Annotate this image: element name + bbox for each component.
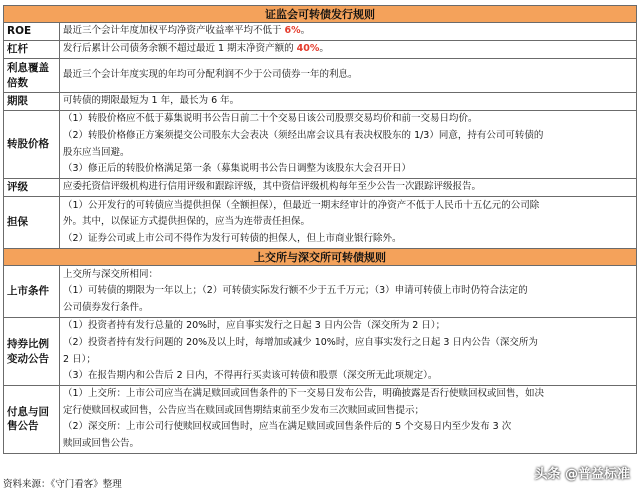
row-text-rating: 应委托资信评级机构进行信用评级和跟踪评级，其中资信评级机构每年至少公告一次跟踪评级报告。 [60, 179, 637, 197]
leverage-threshold: 40% [296, 43, 320, 55]
section-title-csrc: 证监会可转债发行规则 [4, 6, 637, 23]
source-note: 资料来源：《守门看客》整理 [3, 479, 122, 490]
section-title-exchanges: 上交所与深交所可转债规则 [4, 249, 637, 266]
table-row [4, 197, 637, 249]
table-row [4, 266, 637, 318]
rules-table [3, 5, 637, 454]
table-row [4, 93, 637, 111]
row-label-listing: 上市条件 [4, 266, 60, 318]
row-label-term: 期限 [4, 93, 60, 111]
roe-threshold: 6% [284, 25, 301, 37]
row-text-leverage: 发行后累计公司债务余额不超过最近 1 期末净资产额的 40%。 [60, 41, 637, 59]
table-row [4, 41, 637, 59]
row-text-guarantee: （1）公开发行的可转债应当提供担保（全额担保），但最近一期末经审计的净资产不低于人民币十五亿元的公司除 外。其中，以保证方式提供担保的，应当为连带责任担保。 （2）证券公司或上市公司不得作为发行可转债的担保人，但上市商业银行除外。 [60, 197, 637, 249]
row-text-roe: 最近三个会计年度加权平均净资产收益率平均不低于 6%。 [60, 23, 637, 41]
row-label-rating: 评级 [4, 179, 60, 197]
row-text-holding: （1）投资者持有发行总量的 20%时，应自事实发行之日起 3 日内公告（深交所为 2 日）； （2）投资者持有发行问题的 20%及以上时，每增加或减少 10%时，应自事实发行之日起 3 日内公告（深交所为 2 日）； （3）在报告期内和公告后 2 日内，不得再行买卖该可转债和股票（深交所无此项规定）。 [60, 318, 637, 386]
row-text-listing: 上交所与深交所相同： （1）可转债的期限为一年以上；（2）可转债实际发行额不少于五千万元；（3）申请可转债上市时仍符合法定的 公司债券发行条件。 [60, 266, 637, 318]
table-row [4, 23, 637, 41]
table-row [4, 386, 637, 454]
watermark: 头条 @普益标准 [534, 467, 630, 482]
row-label-putback: 付息与回售公告 [4, 386, 60, 454]
row-label-interest: 利息覆盖倍数 [4, 59, 60, 93]
row-label-roe: ROE [4, 23, 60, 41]
row-label-conversion: 转股价格 [4, 111, 60, 179]
row-text-interest: 最近三个会计年度实现的年均可分配利润不少于公司债券一年的利息。 [60, 59, 637, 93]
row-text-term: 可转债的期限最短为 1 年，最长为 6 年。 [60, 93, 637, 111]
table-row [4, 179, 637, 197]
table-row [4, 318, 637, 386]
row-label-holding: 持券比例变动公告 [4, 318, 60, 386]
row-text-conversion: （1）转股价格应不低于募集说明书公告日前二十个交易日该公司股票交易均价和前一交易日均价。 （2）转股价格修正方案须提交公司股东大会表决（须经出席会议具有表决权股东的 1/3）同意，持有公司可转债的 股东应当回避。 （3）修正后的转股价格满足第一条（募集说明书公告日调整为该股东大会召开日） [60, 111, 637, 179]
row-label-guarantee: 担保 [4, 197, 60, 249]
table-row [4, 59, 637, 93]
row-label-leverage: 杠杆 [4, 41, 60, 59]
table-row [4, 111, 637, 179]
row-text-putback: （1）上交所：上市公司应当在满足赎回或回售条件的下一交易日发布公告，明确披露是否行使赎回权或回售，如决 定行使赎回权或回售，公告应当在赎回或回售期结束前至少发布三次赎回或回售提示； （2）深交所：上市公司行使赎回权或回售时，应当在满足赎回或回售条件后的 5 个交易日内至少发布 3 次 赎回或回售公告。 [60, 386, 637, 454]
